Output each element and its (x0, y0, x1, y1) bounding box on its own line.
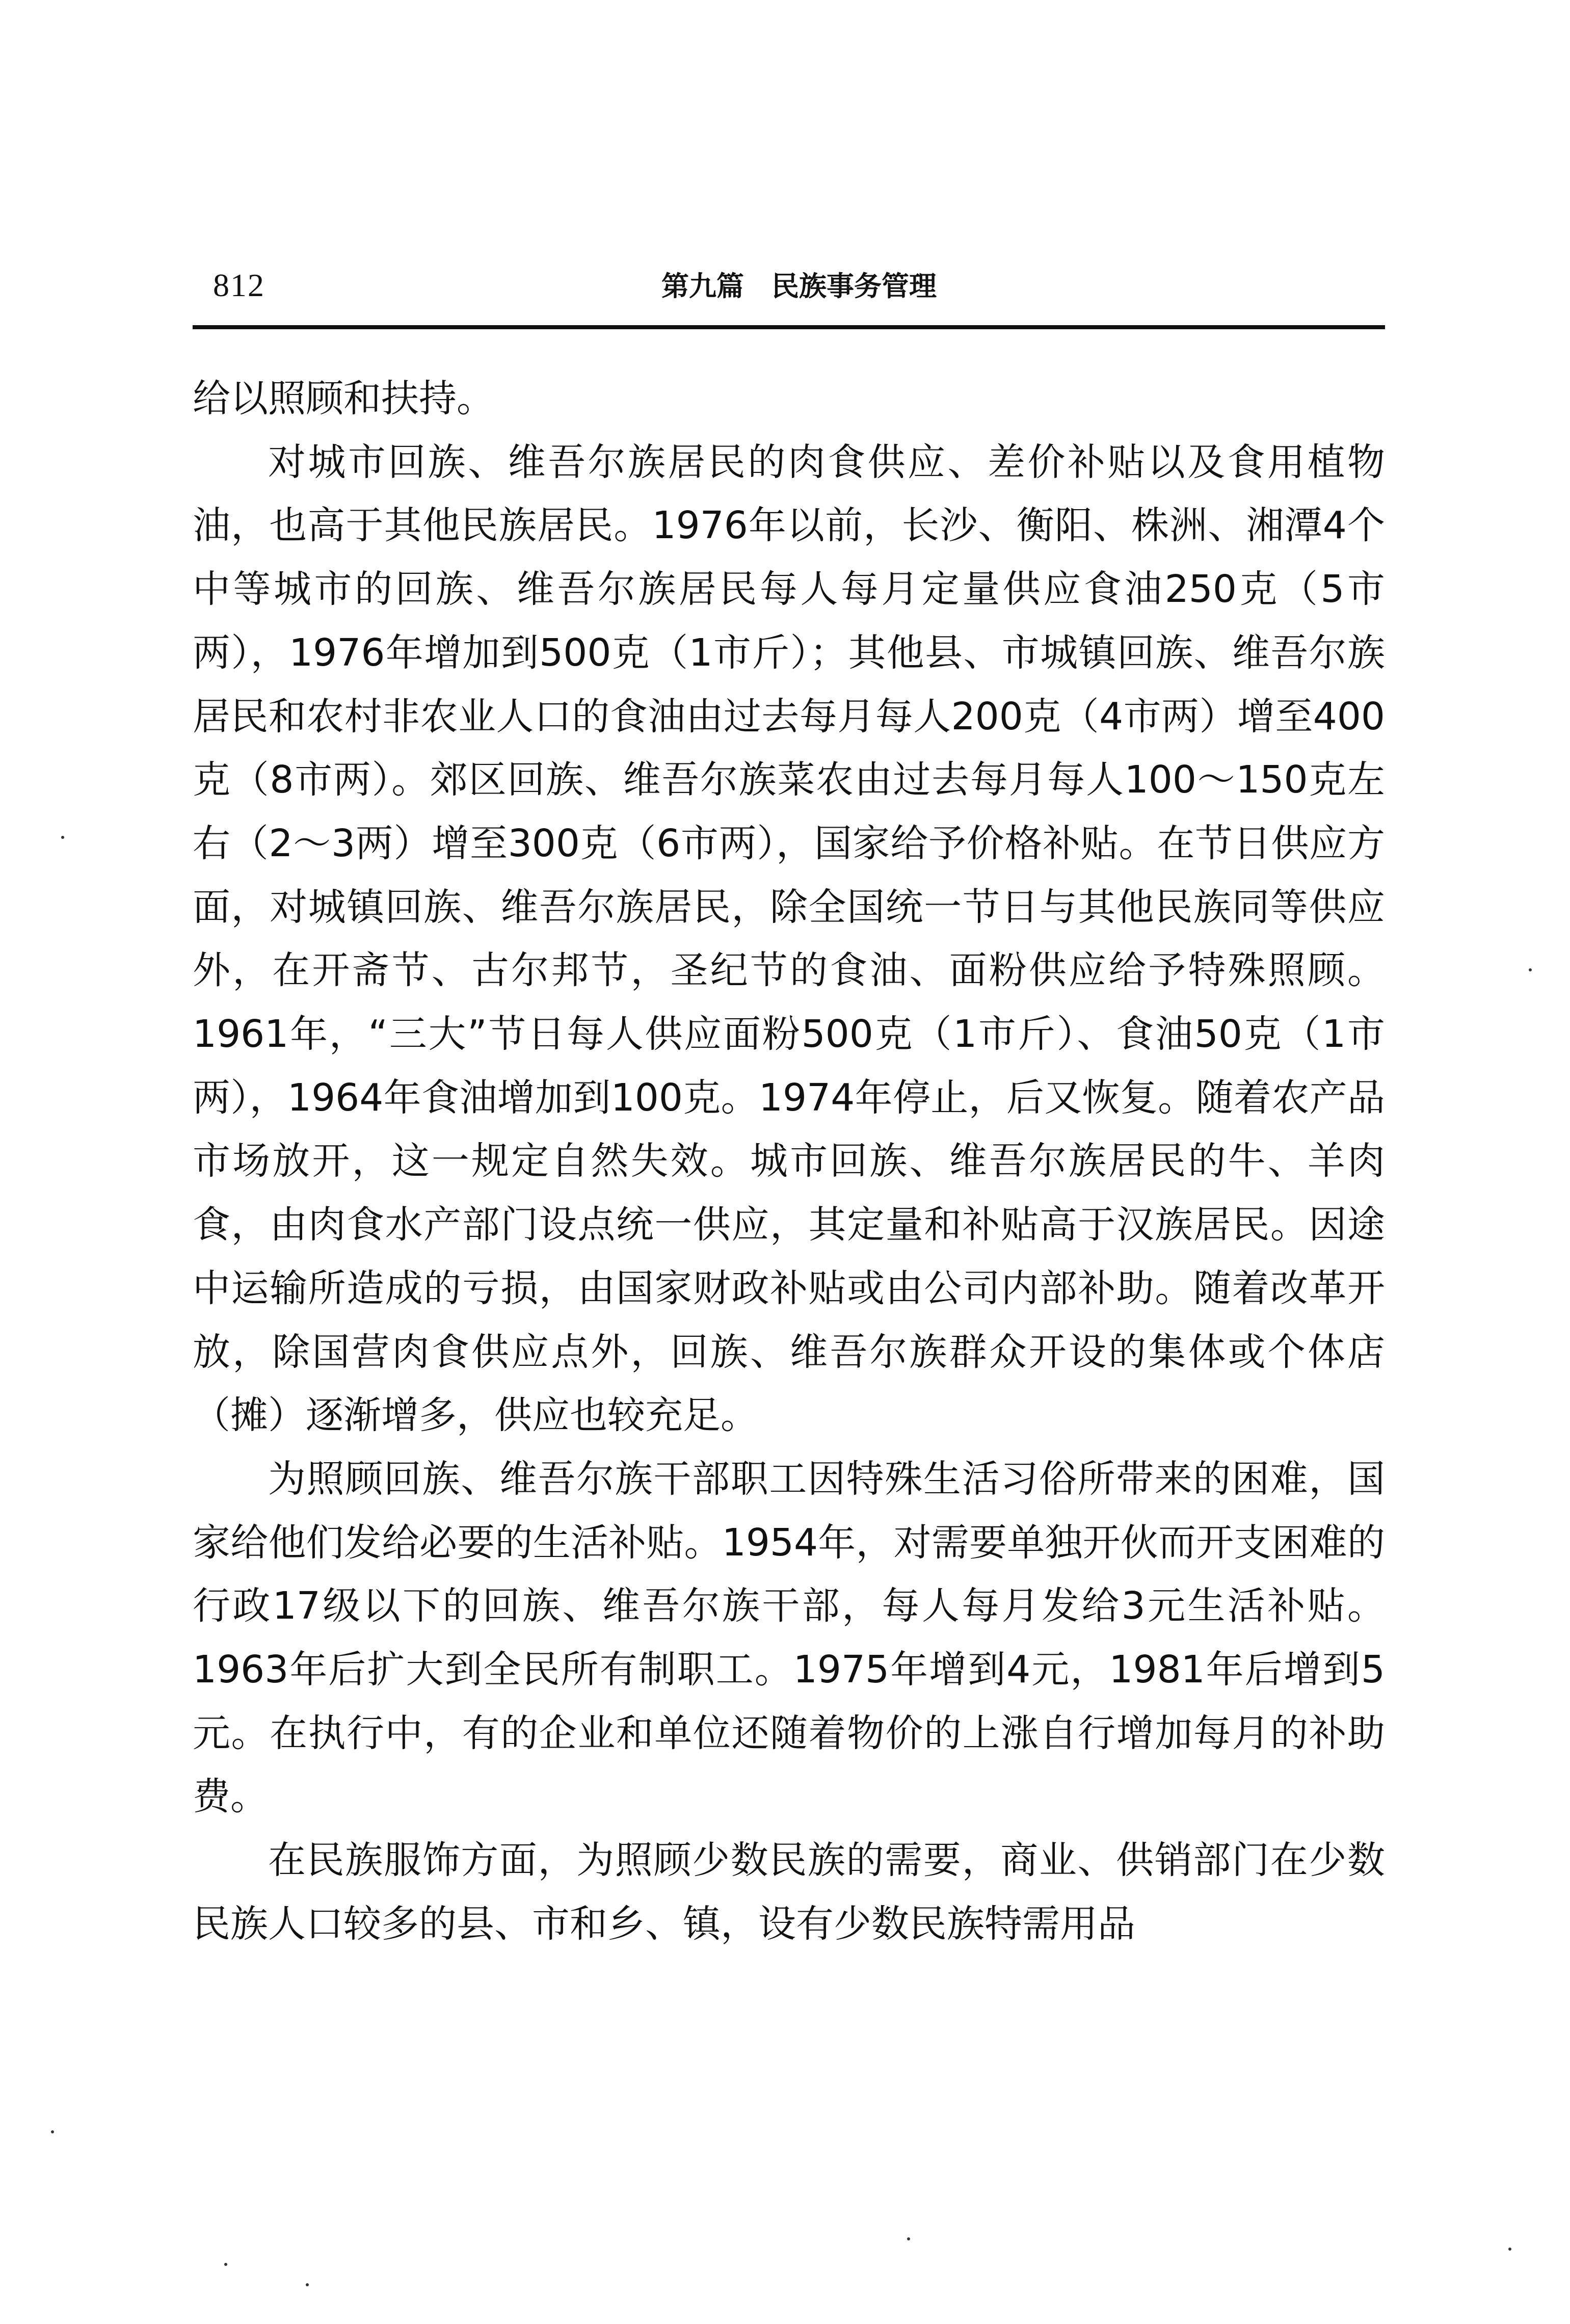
running-title: 第九篇 民族事务管理 (661, 270, 937, 302)
scan-speck (1529, 968, 1532, 971)
scan-speck (1508, 2248, 1511, 2251)
header-rule (193, 325, 1385, 329)
paragraph-4: 在民族服饰方面，为照顾少数民族的需要，商业、供销部门在少数民族人口较多的县、市和乡、镇，设有少数民族特需用品 (193, 1838, 1385, 1946)
paragraph-1: 给以照顾和扶持。 (193, 377, 494, 420)
page-number: 812 (213, 267, 265, 303)
scan-speck (907, 2237, 910, 2240)
page-header (193, 260, 1385, 311)
body-text (193, 367, 1385, 1956)
scan-speck (61, 836, 64, 839)
paragraph-3: 为照顾回族、维吾尔族干部职工因特殊生活习俗所带来的困难，国家给他们发给必要的生活补贴。1954年，对需要单独开伙而开支困难的行政17级以下的回族、维吾尔族干部，每人每月发给3元生活补贴。1963年后扩大到全民所有制职工。1975年增到4元，1981年后增到5元。在执行中，有的企业和单位还随着物价的上涨自行增加每月的补助费。 (193, 1457, 1385, 1819)
paragraph-2: 对城市回族、维吾尔族居民的肉食供应、差价补贴以及食用植物油，也高于其他民族居民。1976年以前，长沙、衡阳、株洲、湘潭4个中等城市的回族、维吾尔族居民每人每月定量供应食油250克（5市两），1976年增加到500克（1市斤）；其他县、市城镇回族、维吾尔族居民和农村非农业人口的食油由过去每月每人200克（4市两）增至400克（8市两）。郊区回族、维吾尔族菜农由过去每月每人100～150克左右（2～3两）增至300克（6市两），国家给予价格补贴。在节日供应方面，对城镇回族、维吾尔族居民，除全国统一节日与其他民族同等供应外，在开斋节、古尔邦节，圣纪节的食油、面粉供应给予特殊照顾。1961年，“三大”节日每人供应面粉500克（1市斤）、食油50克（1市两），1964年食油增加到100克。1974年停止，后又恢复。随着农产品市场放开，这一规定自然失效。城市回族、维吾尔族居民的牛、羊肉食，由肉食水产部门设点统一供应，其定量和补贴高于汉族居民。因途中运输所造成的亏损，由国家财政补贴或由公司内部补助。随着改革开放，除国营肉食供应点外，回族、维吾尔族群众开设的集体或个体店（摊）逐渐增多，供应也较充足。 (193, 440, 1385, 1438)
scan-speck (306, 2283, 309, 2286)
scan-speck (224, 2263, 227, 2266)
scan-speck (51, 2130, 54, 2133)
